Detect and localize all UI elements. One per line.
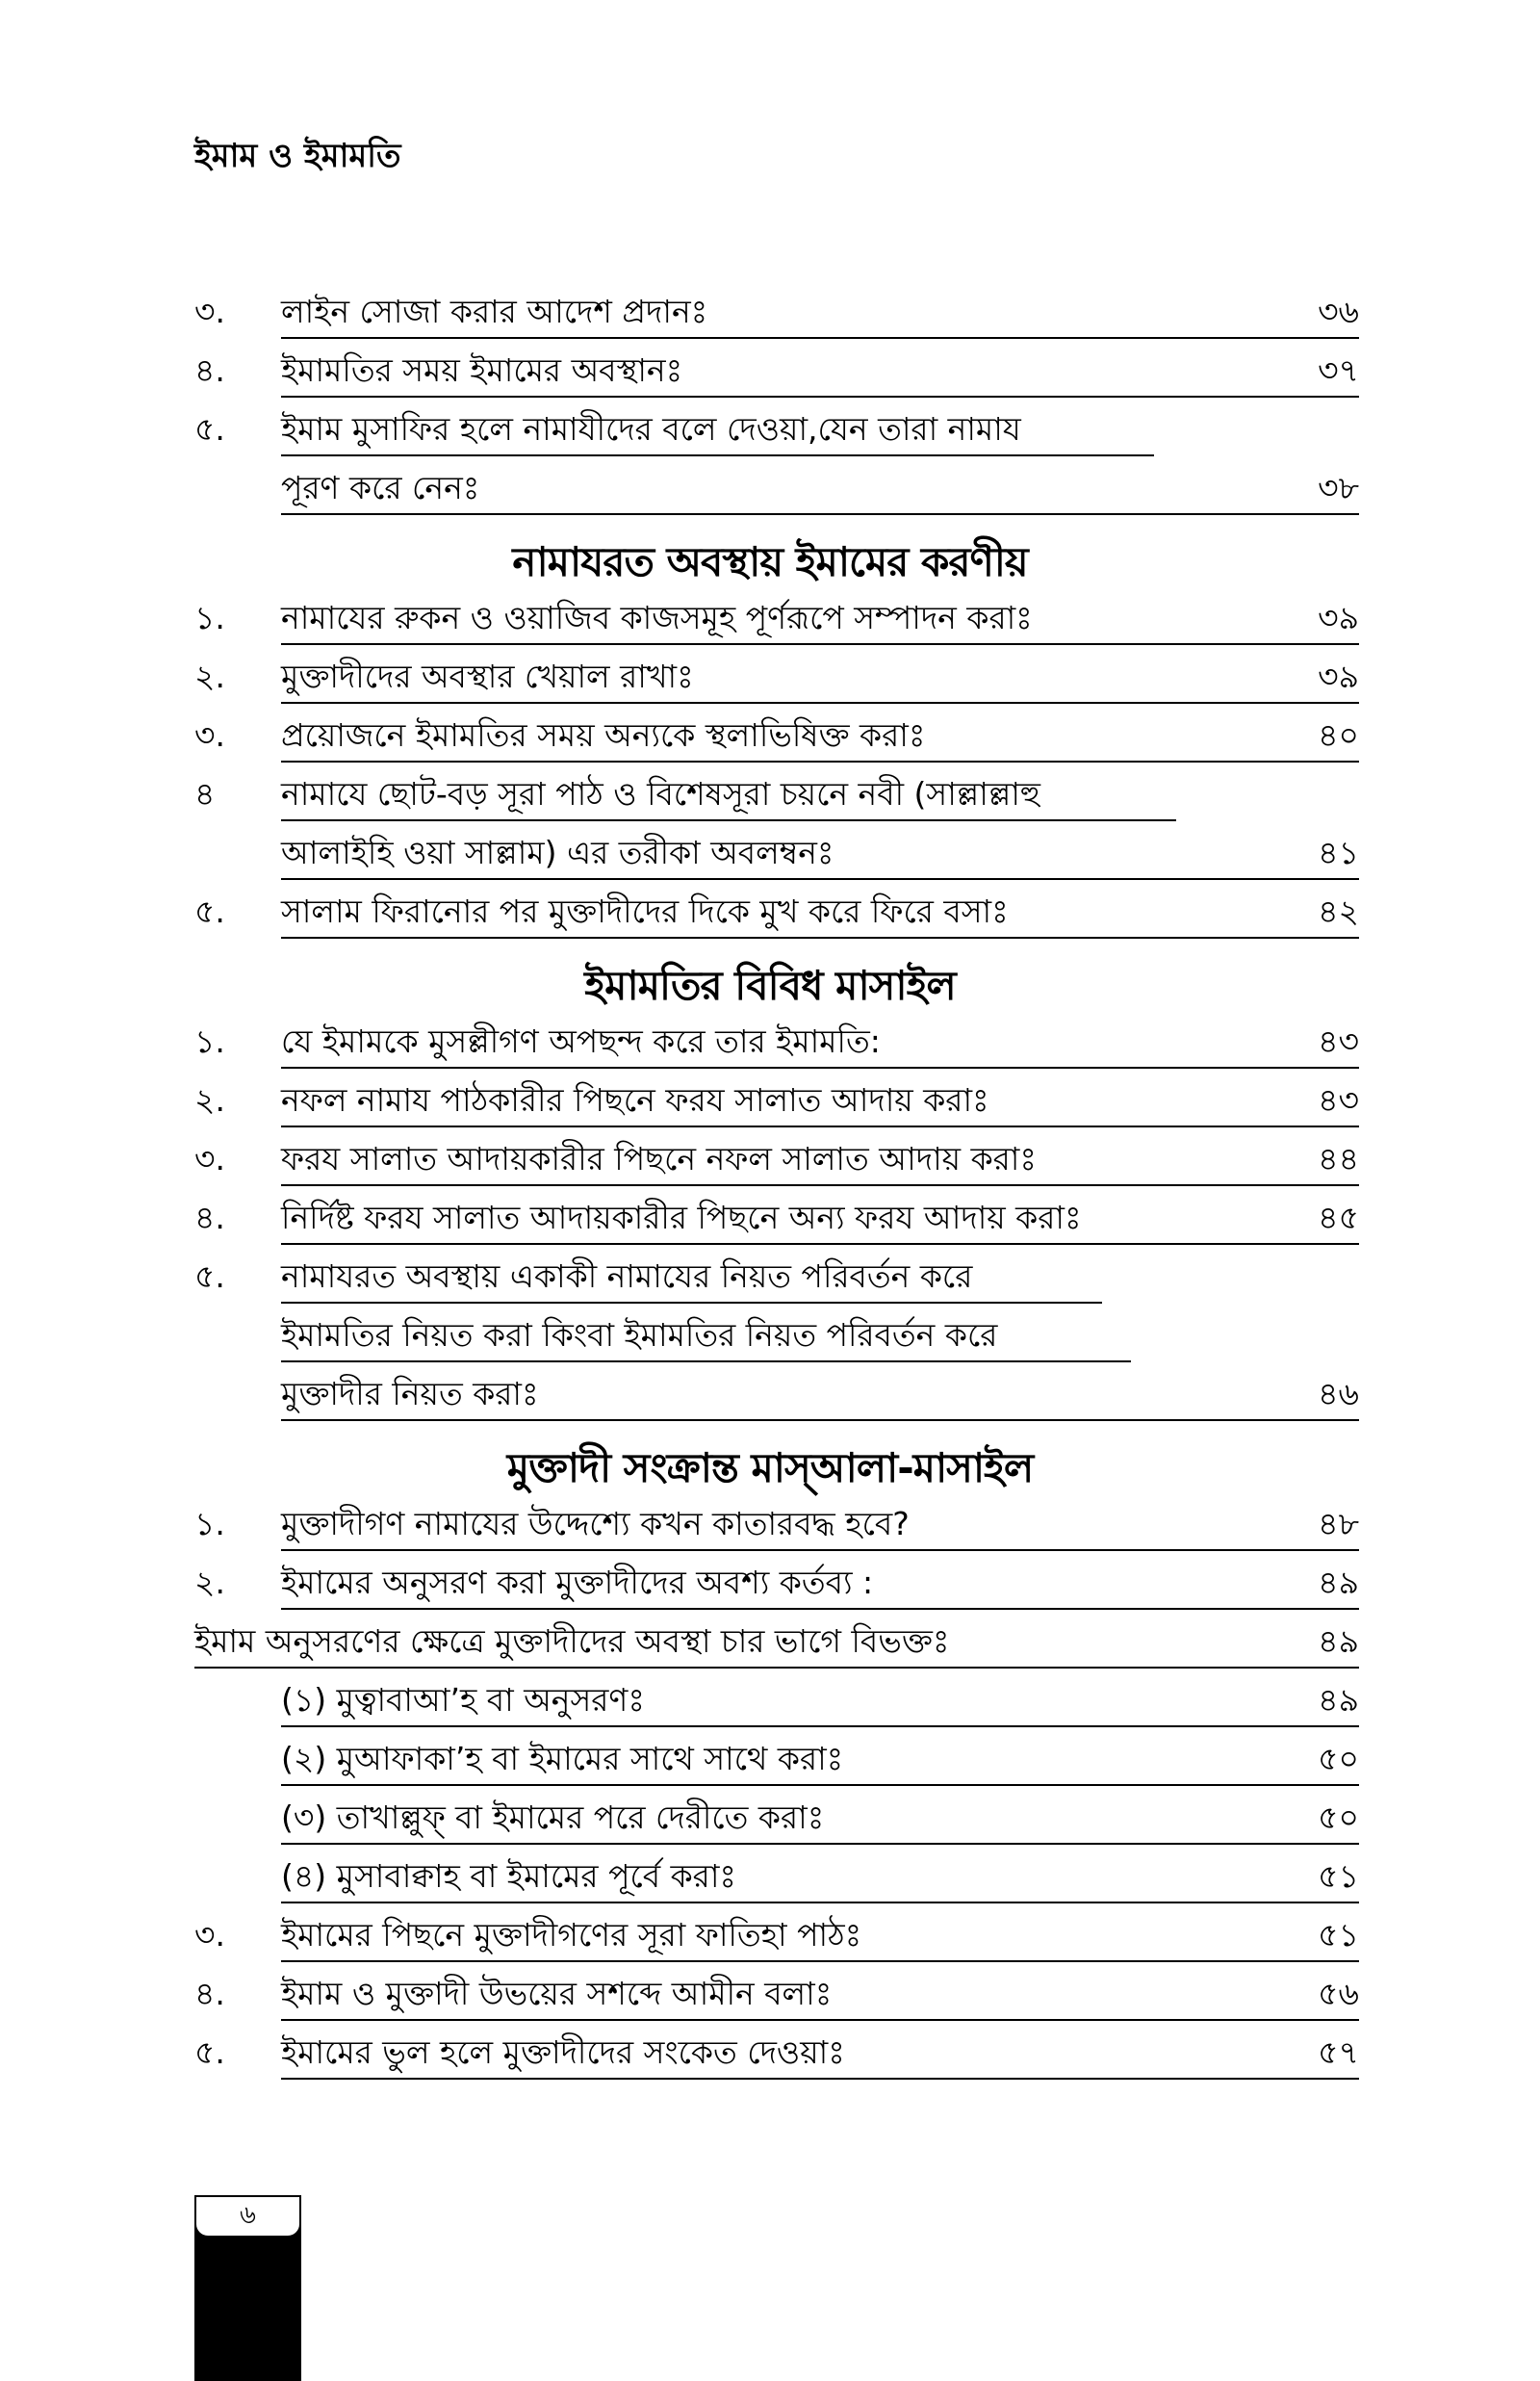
entry-title: ইমামের পিছনে মুক্তাদীগণের সূরা ফাতিহা পাঠঃ [281, 1916, 862, 1954]
entry-page: ৪৪ [1318, 1140, 1359, 1178]
underline [281, 454, 1154, 456]
entry-number: ৪ [194, 775, 216, 813]
toc-entry [0, 1915, 1540, 1974]
entry-page: ৫৬ [1318, 1975, 1359, 2012]
entry-title: (৪) মুসাবাক্বাহ বা ইমামের পূর্বে করাঃ [281, 1857, 736, 1895]
toc-entry-continued [0, 1374, 1540, 1433]
entry-page: ৪৯ [1318, 1681, 1359, 1719]
entry-number: ২. [194, 658, 225, 695]
toc-entry [0, 1563, 1540, 1621]
underline [281, 396, 1359, 398]
entry-page: ৫০ [1318, 1799, 1359, 1836]
entry-page: ৫০ [1318, 1740, 1359, 1777]
toc-entry [0, 892, 1540, 950]
entry-title: ইমাম ও মুক্তাদী উভয়ের সশব্দে আমীন বলাঃ [281, 1975, 833, 2012]
entry-page: ৩৬ [1318, 293, 1359, 330]
entry-page: ৪০ [1318, 716, 1359, 754]
page-number-block [194, 2195, 301, 2381]
entry-title: ইমাম মুসাফির হলে নামাযীদের বলে দেওয়া,যেন তারা নামায [281, 410, 1021, 448]
underline [281, 1902, 1359, 1903]
toc-entry [0, 1022, 1540, 1080]
entry-page: ৪৩ [1318, 1081, 1359, 1119]
entry-title: নির্দিষ্ট ফরয সালাত আদায়কারীর পিছনে অন্য ফরয আদায় করাঃ [281, 1199, 1082, 1236]
toc-subentry [0, 1739, 1540, 1798]
underline [281, 878, 1359, 880]
entry-title: নফল নামায পাঠকারীর পিছনে ফরয সালাত আদায় করাঃ [281, 1081, 989, 1119]
entry-number: ১. [194, 1022, 225, 1060]
entry-title: (১) মুত্বাবাআ’হ বা অনুসরণঃ [281, 1681, 645, 1719]
section-heading: ইমামতির বিবিধ মাসাইল [584, 962, 956, 1009]
entry-title: ফরয সালাত আদায়কারীর পিছনে নফল সালাত আদায় করাঃ [281, 1140, 1037, 1178]
underline [281, 937, 1359, 939]
underline [281, 2078, 1359, 2080]
toc-entry [0, 1139, 1540, 1198]
entry-title: প্রয়োজনে ইমামতির সময় অন্যকে স্থলাভিষিক্ত করাঃ [281, 716, 926, 754]
entry-page: ৩৯ [1318, 658, 1359, 695]
entry-title: মুক্তাদীর নিয়ত করাঃ [281, 1375, 539, 1412]
toc-entry [0, 1504, 1540, 1563]
underline [281, 1067, 1359, 1069]
entry-title: সালাম ফিরানোর পর মুক্তাদীদের দিকে মুখ করে ফিরে বসাঃ [281, 893, 1009, 930]
toc-subentry [0, 1798, 1540, 1856]
entry-title: ইমামের ভুল হলে মুক্তাদীদের সংকেত দেওয়াঃ [281, 2033, 845, 2071]
toc-entry [0, 1256, 1540, 1315]
toc-entry [0, 715, 1540, 774]
entry-title: মুক্তাদীগণ নামাযের উদ্দেশ্যে কখন কাতারবদ্ধ হবে? [281, 1505, 910, 1542]
entry-number: ৫. [194, 1257, 225, 1295]
entry-number: ৩. [194, 1916, 225, 1954]
entry-title: ইমামতির সময় ইমামের অবস্থানঃ [281, 351, 683, 389]
underline [281, 1960, 1359, 1962]
entry-title: ইমাম অনুসরণের ক্ষেত্রে মুক্তাদীদের অবস্থা চার ভাগে বিভক্তঃ [194, 1622, 950, 1660]
entry-title: নামাযরত অবস্থায় একাকী নামাযের নিয়ত পরিবর্তন করে [281, 1257, 973, 1295]
entry-page: ৫১ [1318, 1857, 1359, 1895]
section-heading: মুক্তাদী সংক্রান্ত মাস্আলা-মাসাইল [506, 1444, 1034, 1491]
underline [281, 1419, 1359, 1421]
entry-page: ৫১ [1318, 1916, 1359, 1954]
underline [281, 1243, 1359, 1245]
toc-entry [0, 1621, 1540, 1680]
underline [281, 819, 1176, 821]
toc-entry [0, 1198, 1540, 1256]
entry-title: ইমামতির নিয়ত করা কিংবা ইমামতির নিয়ত পরিবর্তন করে [281, 1316, 998, 1354]
toc-entry [0, 1974, 1540, 2032]
entry-number: ৩. [194, 1140, 225, 1178]
toc-entry [0, 350, 1540, 409]
entry-page: ৪২ [1318, 893, 1359, 930]
underline [281, 1725, 1359, 1727]
entry-number: ৪. [194, 351, 225, 389]
entry-title: যে ইমামকে মুসল্লীগণ অপছন্দ করে তার ইমামতি: [281, 1022, 881, 1060]
entry-page: ৪৯ [1318, 1622, 1359, 1660]
underline [281, 1608, 1359, 1610]
entry-page: ৪৫ [1318, 1199, 1359, 1236]
toc-entry [0, 1080, 1540, 1139]
underline [194, 1667, 1359, 1669]
entry-title: লাইন সোজা করার আদেশ প্রদানঃ [281, 293, 708, 330]
entry-page: ৪১ [1318, 834, 1359, 871]
entry-title: নামাযে ছোট-বড় সূরা পাঠ ও বিশেষসূরা চয়নে নবী (সাল্লাল্লাহু [281, 775, 1040, 813]
toc-subentry [0, 1680, 1540, 1739]
entry-page: ৩৭ [1318, 351, 1359, 389]
entry-page: ৪৮ [1318, 1505, 1359, 1542]
toc-entry [0, 292, 1540, 350]
page-number: ৬ [194, 2195, 301, 2238]
toc-entry [0, 774, 1540, 833]
entry-page: ৪৯ [1318, 1564, 1359, 1601]
underline [281, 1184, 1359, 1186]
entry-number: ৩. [194, 716, 225, 754]
underline [281, 513, 1359, 515]
underline [281, 337, 1359, 339]
entry-number: ৫. [194, 893, 225, 930]
entry-page: ৪৩ [1318, 1022, 1359, 1060]
underline [281, 1549, 1359, 1551]
table-of-contents [0, 292, 1540, 2091]
entry-page: ৩৯ [1318, 599, 1359, 636]
underline [281, 1126, 1359, 1127]
toc-entry [0, 409, 1540, 468]
entry-number: ১. [194, 599, 225, 636]
entry-title: মুক্তাদীদের অবস্থার খেয়াল রাখাঃ [281, 658, 694, 695]
running-header: ইমাম ও ইমামতি [194, 137, 401, 175]
toc-entry-continued [0, 1315, 1540, 1374]
underline [281, 1360, 1131, 1362]
toc-entry [0, 2032, 1540, 2091]
entry-title: ইমামের অনুসরণ করা মুক্তাদীদের অবশ্য কর্তব্য : [281, 1564, 874, 1601]
entry-title: (৩) তাখাল্লুফ্ বা ইমামের পরে দেরীতে করাঃ [281, 1799, 825, 1836]
entry-title: আলাইহি ওয়া সাল্লাম) এর তরীকা অবলম্বনঃ [281, 834, 834, 871]
entry-number: ৪. [194, 1199, 225, 1236]
entry-page: ৪৬ [1318, 1375, 1359, 1412]
entry-number: ২. [194, 1081, 225, 1119]
toc-entry [0, 657, 1540, 715]
entry-number: ৫. [194, 410, 225, 448]
underline [281, 702, 1359, 704]
entry-number: ৩. [194, 293, 225, 330]
entry-title: (২) মুআফাকা’হ বা ইমামের সাথে সাথে করাঃ [281, 1740, 844, 1777]
entry-page: ৫৭ [1318, 2033, 1359, 2071]
entry-number: ১. [194, 1505, 225, 1542]
entry-number: ৫. [194, 2033, 225, 2071]
underline [281, 2019, 1359, 2021]
underline [281, 1784, 1359, 1786]
entry-number: ২. [194, 1564, 225, 1601]
entry-title: নামাযের রুকন ও ওয়াজিব কাজসমূহ পূর্ণরূপে সম্পাদন করাঃ [281, 599, 1033, 636]
underline [281, 643, 1359, 645]
underline [281, 761, 1359, 763]
underline [281, 1302, 1102, 1304]
entry-number: ৪. [194, 1975, 225, 2012]
toc-entry-continued [0, 833, 1540, 892]
toc-entry [0, 598, 1540, 657]
entry-page: ৩৮ [1318, 469, 1359, 506]
section-heading: নামাযরত অবস্থায় ইমামের করণীয় [512, 538, 1028, 585]
entry-title: পূরণ করে নেনঃ [281, 469, 480, 506]
underline [281, 1843, 1359, 1845]
toc-subentry [0, 1856, 1540, 1915]
toc-entry-continued [0, 468, 1540, 527]
